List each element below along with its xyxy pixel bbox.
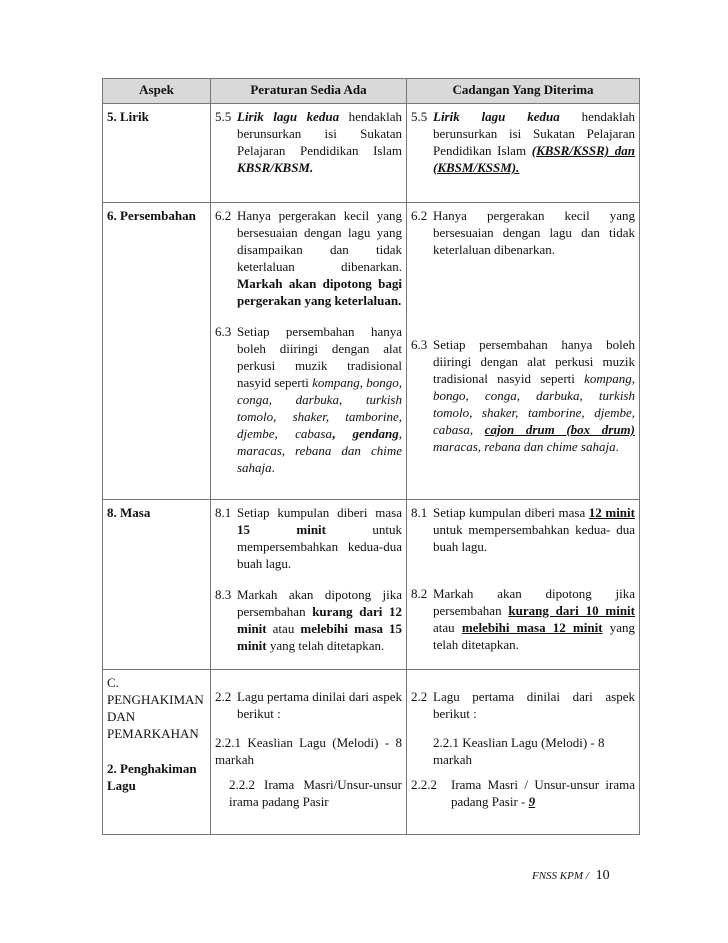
rule-item — [411, 585, 635, 653]
text-fragment: untuk mempersembahkan kedua-dua buah lagu. — [237, 522, 402, 571]
text-fragment: melebihi masa 15 minit — [237, 621, 402, 653]
text-fragment: yang telah ditetapkan. — [433, 620, 635, 652]
rule-text — [237, 207, 402, 309]
rule-number: 2.2 — [411, 689, 428, 704]
rule-item — [411, 776, 635, 810]
section-label: C. PENGHAKIMAN DAN PEMARKAHAN — [107, 675, 204, 741]
rule-text: Lagu pertama dinilai dari aspek berikut : — [237, 689, 402, 721]
text-fragment: hendaklah berunsurkan isi Sukatan Pelajaran Pendidikan Islam — [433, 109, 635, 158]
text-fragment: untuk mempersembahkan kedua- dua buah lagu. — [433, 522, 635, 554]
rule-item — [411, 336, 635, 455]
text-fragment: 12 minit — [588, 505, 635, 520]
rule-item — [215, 207, 402, 309]
rule-item — [411, 207, 635, 258]
text-fragment: Hanya pergerakan kecil yang bersesuaian dengan lagu yang disampaikan dan tidak keterlaluan dibenarkan. — [237, 208, 402, 274]
old-rule-cell — [211, 670, 407, 835]
rule-number: 2.2.2 — [411, 777, 437, 792]
text-fragment: maracas, rebana dan chime sahaja — [433, 439, 616, 454]
new-rule-cell — [407, 203, 640, 500]
rule-text — [433, 336, 635, 455]
rule-text — [433, 108, 635, 176]
text-fragment: Setiap kumpulan diberi masa — [433, 505, 589, 520]
rule-text — [433, 585, 635, 653]
text-fragment: gendang — [352, 426, 399, 441]
comparison-table — [102, 78, 640, 835]
text-fragment: 15 minit — [237, 522, 326, 537]
footer-label: FNSS KPM / — [532, 870, 589, 882]
text-fragment: 9 — [528, 794, 536, 809]
table-row — [103, 104, 640, 203]
rule-text: Hanya pergerakan kecil yang bersesuaian dengan lagu dan tidak keterlaluan dibenarkan. — [433, 208, 635, 257]
rule-number: 8.1 — [215, 505, 232, 520]
rule-item — [411, 108, 635, 176]
rule-text — [433, 504, 635, 555]
rule-number: 8.2 — [411, 586, 428, 601]
rule-item — [411, 688, 635, 722]
header-cadangan: Cadangan Yang Diterima — [407, 79, 640, 104]
rule-item — [215, 323, 402, 476]
text-fragment: , maracas, rebana dan chime sahaja — [237, 426, 403, 475]
new-rule-cell — [407, 500, 640, 670]
new-rule-cell — [407, 104, 640, 203]
aspek-label: 6. Persembahan — [107, 208, 196, 223]
rule-item — [215, 504, 402, 572]
old-rule-cell — [211, 500, 407, 670]
rule-number: 6.3 — [215, 324, 232, 339]
table-row — [103, 670, 640, 835]
text-fragment: Markah akan dipotong bagi pergerakan yang keterlaluan. — [237, 276, 402, 308]
rule-item — [215, 108, 402, 176]
text-fragment: melebihi masa 12 minit — [461, 620, 603, 635]
aspek-cell — [103, 203, 211, 500]
sub-item: 2.2.2 Irama Masri/Unsur-unsur irama padang Pasir — [229, 777, 402, 809]
text-fragment: Setiap persembahan hanya boleh diiringi dengan alat perkusi muzik tradisional nasyid seperti — [433, 337, 635, 386]
text-fragment: kompang, bongo, conga, darbuka, turkish tomolo, shaker, tamborine, djembe, cabasa — [237, 375, 403, 441]
text-fragment: cajon drum (box drum) — [484, 422, 635, 437]
page-number: 10 — [595, 868, 610, 883]
rule-number: 5.5 — [411, 109, 428, 124]
text-fragment: dan (KBSM/KSSM). — [433, 143, 635, 175]
aspek-label: 5. Lirik — [107, 109, 149, 124]
rule-number: 6.3 — [411, 337, 428, 352]
header-aspek: Aspek — [103, 79, 211, 104]
text-fragment: Setiap kumpulan diberi masa — [237, 505, 402, 520]
text-fragment: kurang dari 10 minit — [508, 603, 635, 618]
text-fragment: . — [271, 460, 275, 475]
text-fragment: Markah akan dipotong jika persembahan — [433, 586, 635, 618]
aspek-label: 2. Penghakiman Lagu — [107, 761, 197, 793]
table-row — [103, 500, 640, 670]
text-fragment: atau — [266, 621, 301, 636]
sub-item: 2.2.1 Keaslian Lagu (Melodi) - 8 markah — [215, 735, 402, 767]
rule-text: Lagu pertama dinilai dari aspek berikut : — [433, 689, 635, 721]
text-fragment: . — [615, 439, 619, 454]
text-fragment: hendaklah berunsurkan isi Sukatan Pelajaran Pendidikan Islam — [237, 109, 402, 158]
text-fragment: atau — [433, 620, 462, 635]
rule-number: 2.2 — [215, 689, 232, 704]
sub-item: 2.2.1 Keaslian Lagu (Melodi) - 8 markah — [433, 735, 605, 767]
rule-number: 6.2 — [411, 208, 428, 223]
text-fragment: Lirik lagu kedua — [237, 109, 340, 124]
old-rule-cell — [211, 203, 407, 500]
aspek-cell — [103, 104, 211, 203]
text-fragment: Lirik lagu kedua — [433, 109, 560, 124]
aspek-cell — [103, 500, 211, 670]
rule-item — [215, 688, 402, 722]
table-row — [103, 203, 640, 500]
rule-text — [451, 776, 635, 810]
rule-text — [237, 586, 402, 654]
text-fragment: (KBSR/KSSR) — [531, 143, 610, 158]
table-header-row — [103, 79, 640, 104]
rule-number: 6.2 — [215, 208, 232, 223]
old-rule-cell — [211, 104, 407, 203]
rule-text — [237, 323, 402, 476]
aspek-cell — [103, 670, 211, 835]
text-fragment: KBSR/KBSM. — [237, 160, 314, 175]
text-fragment: kurang dari 12 minit — [237, 604, 402, 636]
text-fragment: kompang, bongo, conga, darbuka, turkish tomolo, shaker, tamborine, djembe, cabasa, — [433, 371, 635, 437]
rule-text — [237, 504, 402, 572]
rule-number: 8.1 — [411, 505, 428, 520]
rule-item — [215, 586, 402, 654]
rule-item — [411, 504, 635, 555]
page-footer — [532, 868, 610, 884]
rule-text — [237, 108, 402, 176]
aspek-label: 8. Masa — [107, 505, 151, 520]
new-rule-cell — [407, 670, 640, 835]
text-fragment: Irama Masri / Unsur-unsur irama padang Pasir - — [451, 777, 635, 809]
rule-number: 5.5 — [215, 109, 232, 124]
rule-number: 8.3 — [215, 587, 232, 602]
text-fragment: Setiap persembahan hanya boleh diiringi dengan alat perkusi muzik tradisional nasyid seperti — [237, 324, 402, 390]
text-fragment: , — [331, 426, 353, 441]
header-peraturan: Peraturan Sedia Ada — [211, 79, 407, 104]
text-fragment: Markah akan dipotong jika persembahan — [237, 587, 402, 619]
text-fragment: yang telah ditetapkan. — [266, 638, 385, 653]
